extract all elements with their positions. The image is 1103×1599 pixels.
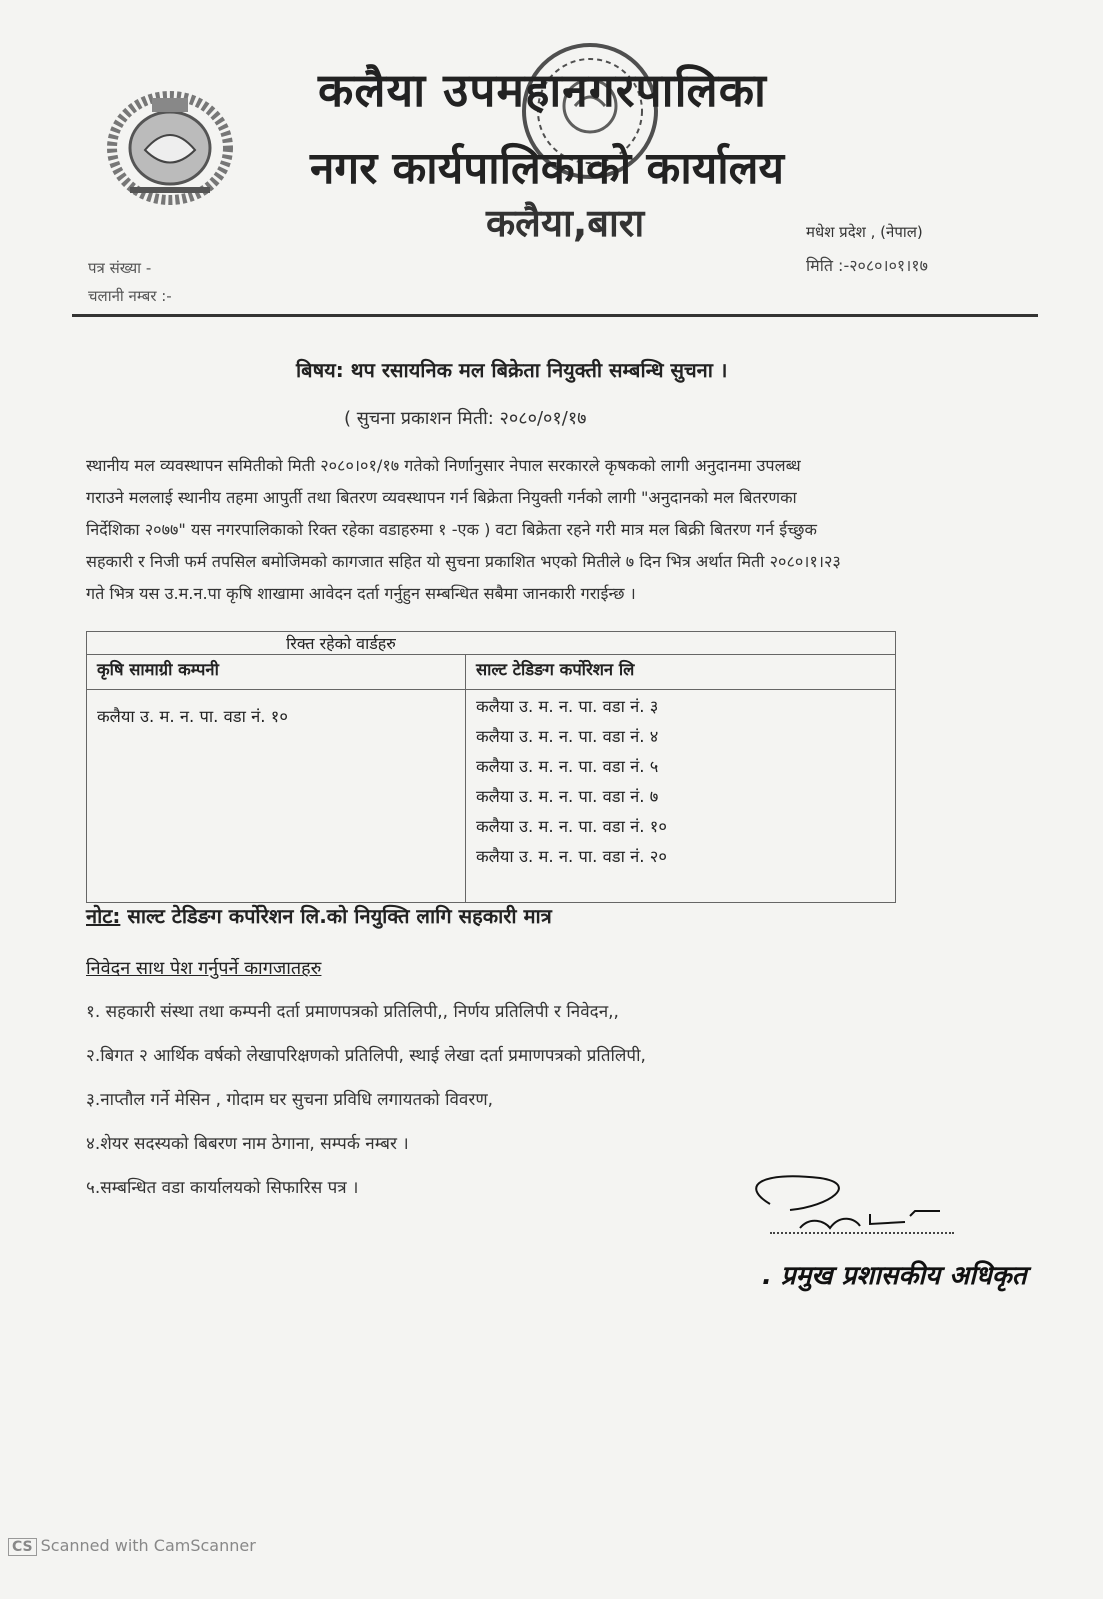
required-documents-title: निवेदन साथ पेश गर्नुपर्ने कागजातहरु	[86, 958, 322, 979]
nepal-emblem-logo	[100, 80, 240, 210]
ward-item: कलैया उ. म. न. पा. वडा नं. ५	[476, 757, 659, 776]
required-documents-list	[86, 996, 646, 1216]
signatory-title: . प्रमुख प्रशासकीय अधिकृत	[762, 1261, 1027, 1291]
body-line: गते भित्र यस उ.म.न.पा कृषि शाखामा आवेदन दर्ता गर्नुहुन सम्बन्धित सबैमा जानकारी गराईन्छ ।	[86, 584, 636, 603]
body-line: गराउने मललाई स्थानीय तहमा आपुर्ती तथा बितरण व्यवस्थापन गर्न बिक्रेता नियुक्ती गर्नको लागी "अनुदानको मल बितरणका	[86, 488, 797, 507]
ward-item: कलैया उ. म. न. पा. वडा नं. ७	[476, 787, 659, 806]
ward-item: कलैया उ. म. न. पा. वडा नं. १०	[97, 707, 288, 726]
letter-date: मिति :-२०८०।०१।१७	[806, 256, 928, 275]
scanner-watermark	[8, 1536, 256, 1556]
province-label: मधेश प्रदेश , (नेपाल)	[806, 223, 923, 241]
ward-item: कलैया उ. म. न. पा. वडा नं. ४	[476, 727, 659, 746]
chalani-number-label: चलानी नम्बर :-	[88, 287, 172, 305]
publication-date: ( सुचना प्रकाशन मिती: २०८०/०१/१७	[344, 408, 587, 429]
body-line: निर्देशिका २०७७" यस नगरपालिकाको रिक्त रहेका वडाहरुमा १ -एक ) वटा बिक्रेता रहने गरी मात्र मल बिक्री बितरण गर्न ईच्छुक	[86, 520, 817, 539]
table-caption: रिक्त रहेको वार्डहरु	[87, 632, 896, 655]
note-label: नोट:	[86, 904, 121, 928]
office-name: नगर कार्यपालिकाको कार्यालय	[310, 143, 784, 194]
patra-sankhya-label: पत्र संख्या -	[88, 259, 152, 277]
document-item: ५.सम्बन्धित वडा कार्यालयको सिफारिस पत्र ।	[86, 1178, 359, 1198]
column-header-salt-trading: साल्ट टेडिङग कर्पोरेशन लि	[466, 655, 896, 690]
ward-item: कलैया उ. म. न. पा. वडा नं. १०	[476, 817, 667, 836]
document-item: २.बिगत २ आर्थिक वर्षको लेखापरिक्षणको प्रतिलिपी, स्थाई लेखा दर्ता प्रमाणपत्रको प्रतिलिपी,	[86, 1046, 646, 1066]
company-wards-cell	[87, 690, 466, 903]
document-item: ३.नाप्तौल गर्ने मेसिन , गोदाम घर सुचना प्रविधि लगायतको विवरण,	[86, 1090, 494, 1110]
note-text: साल्ट टेडिङग कर्पोरेशन लि.को नियुक्ति लागि सहकारी मात्र	[120, 904, 552, 928]
vacant-wards-table	[86, 631, 896, 903]
camscanner-badge: CS	[8, 1538, 37, 1556]
document-item: ४.शेयर सदस्यको बिबरण नाम ठेगाना, सम्पर्क नम्बर ।	[86, 1134, 409, 1154]
note-line	[86, 902, 552, 929]
ward-item: कलैया उ. म. न. पा. वडा नं. २०	[476, 847, 667, 866]
notice-subject: बिषय: थप रसायनिक मल बिक्रेता नियुक्ती सम्बन्धि सुचना ।	[296, 358, 728, 382]
notice-body	[86, 450, 1066, 610]
document-item: १. सहकारी संस्था तथा कम्पनी दर्ता प्रमाणपत्रको प्रतिलिपी,, निर्णय प्रतिलिपी र निवेदन,,	[86, 1002, 619, 1022]
watermark-text: Scanned with CamScanner	[40, 1536, 256, 1555]
body-line: स्थानीय मल व्यवस्थापन समितीको मिती २०८०।०१/१७ गतेको निर्णानुसार नेपाल सरकारले कृषकको लागी अनुदानमा उपलब्ध	[86, 456, 801, 475]
ward-item: कलैया उ. म. न. पा. वडा नं. ३	[476, 697, 659, 716]
municipality-name: कलैया उपमहानगरपालिका	[318, 63, 767, 117]
signature-dotted-line	[770, 1232, 954, 1234]
body-line: सहकारी र निजी फर्म तपसिल बमोजिमको कागजात सहित यो सुचना प्रकाशित भएको मितीले ७ दिन भित्र अर्थात मिती २०८०।१।२३	[86, 552, 841, 571]
handwritten-signature	[730, 1166, 960, 1246]
column-header-company: कृषि सामाग्री कम्पनी	[87, 655, 466, 690]
header-divider	[72, 314, 1038, 317]
office-location: कलैया,बारा	[486, 201, 645, 245]
salt-trading-wards-cell	[466, 690, 896, 903]
